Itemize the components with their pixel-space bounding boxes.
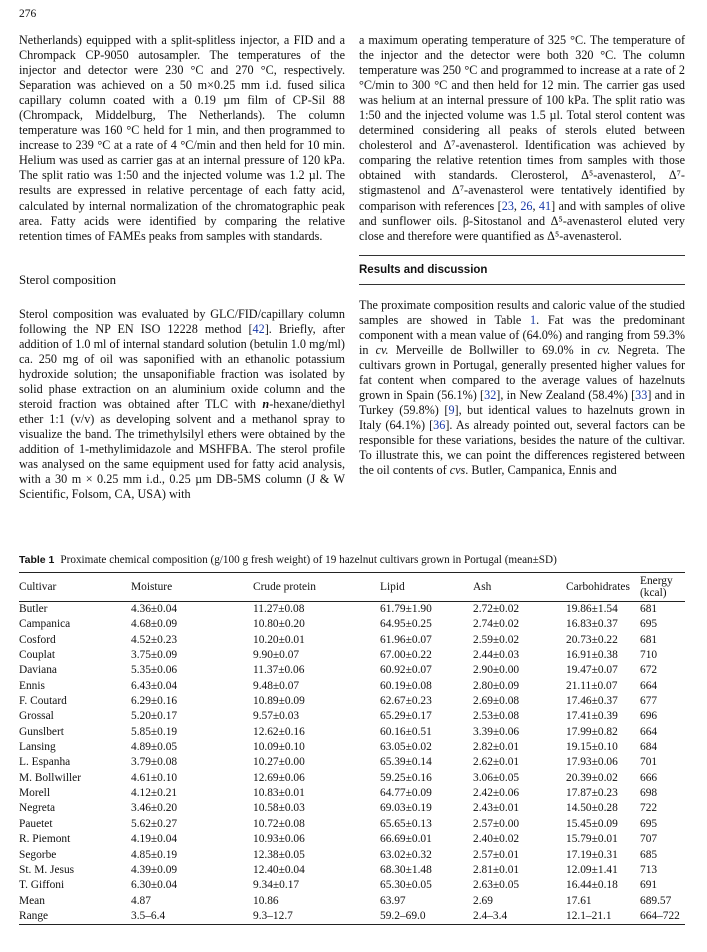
table-cell: 3.75±0.09: [131, 649, 178, 662]
ref-link[interactable]: 9: [448, 403, 455, 418]
table-row: [19, 602, 685, 618]
table-cell: Butler: [19, 603, 48, 615]
table-cell: 65.65±0.13: [380, 817, 432, 830]
table-cell: 10.20±0.01: [253, 633, 305, 646]
table-cell: 63.05±0.02: [380, 741, 432, 754]
table-cell: 2.59±0.02: [473, 633, 520, 646]
table-cell: 689.57: [640, 894, 672, 907]
table-cell: 68.30±1.48: [380, 863, 432, 876]
table-cell: 707: [640, 833, 658, 846]
table-cell: Pauetet: [19, 817, 53, 830]
table-cell: 20.39±0.02: [566, 771, 618, 784]
table-cell: 67.00±0.22: [380, 649, 432, 662]
table-cell: 695: [640, 817, 658, 830]
table-cell: St. M. Jesus: [19, 863, 75, 876]
table-cell: 12.1–21.1: [566, 909, 612, 922]
right-column: [359, 33, 685, 478]
table-cell: R. Piemont: [19, 833, 71, 846]
table-cell: 66.69±0.01: [380, 833, 432, 846]
table-cell: 63.97: [380, 894, 406, 907]
table-cell: 2.43±0.01: [473, 802, 520, 815]
table-cell: 9.3–12.7: [253, 909, 293, 922]
table-cell: 17.87±0.23: [566, 787, 618, 800]
table-cell: 12.62±0.16: [253, 725, 305, 738]
table-cell: 2.80±0.09: [473, 679, 520, 692]
table-cell: 664–722: [640, 909, 680, 922]
table-cell: 664: [640, 725, 658, 738]
table-cell: 19.47±0.07: [566, 664, 618, 677]
table-cell: 701: [640, 756, 658, 769]
table-cell: 16.83±0.37: [566, 618, 618, 631]
table-cell: 698: [640, 787, 658, 800]
table-cell: 10.72±0.08: [253, 817, 305, 830]
table-cell: 4.52±0.23: [131, 633, 178, 646]
ref-link[interactable]: 42: [252, 321, 265, 336]
table-cell: 12.69±0.06: [253, 771, 305, 784]
ref-link[interactable]: 41: [538, 198, 552, 213]
table-cell: 9.34±0.17: [253, 879, 300, 892]
subsection-title: Sterol composition: [19, 272, 117, 287]
table-cell: 2.63±0.05: [473, 879, 520, 892]
table-row: [19, 817, 685, 832]
table-row: [19, 694, 685, 709]
table-cell: 65.30±0.05: [380, 879, 432, 892]
table-cell: 19.86±1.54: [566, 603, 618, 615]
table-ref-link[interactable]: 1: [530, 312, 537, 327]
table-row: [19, 633, 685, 648]
table-cell: 3.06±0.05: [473, 771, 520, 784]
table-cell: 17.41±0.39: [566, 710, 618, 723]
table-cell: 5.35±0.06: [131, 664, 178, 677]
table-cell: 6.29±0.16: [131, 695, 178, 708]
table-header-row: [19, 573, 685, 602]
table-cell: 2.57±0.00: [473, 817, 520, 830]
table-cell: 4.61±0.10: [131, 771, 178, 784]
table-cell: 4.89±0.05: [131, 741, 178, 754]
table-row: [19, 909, 685, 925]
table-cell: 17.99±0.82: [566, 725, 618, 738]
table-cell: 11.37±0.06: [253, 664, 305, 677]
table-cell: 664: [640, 679, 658, 692]
page-number: 276: [19, 8, 37, 20]
table-cell: Ennis: [19, 679, 45, 692]
table-cell: 17.93±0.06: [566, 756, 618, 769]
table-cell: 15.45±0.09: [566, 817, 618, 830]
table-row: [19, 663, 685, 678]
table-cell: 2.53±0.08: [473, 710, 520, 723]
table-cell: 20.73±0.22: [566, 633, 618, 646]
table-cell: 60.16±0.51: [380, 725, 432, 738]
table-cell: 4.36±0.04: [131, 603, 178, 615]
table-cell: 10.80±0.20: [253, 618, 305, 631]
table-row: [19, 740, 685, 755]
ref-link[interactable]: 36: [433, 418, 446, 433]
table-cell: 2.57±0.01: [473, 848, 520, 861]
table-cell: 17.61: [566, 894, 592, 907]
table-cell: T. Giffoni: [19, 879, 65, 892]
column-header: Crude protein: [253, 581, 316, 593]
table-cell: 4.39±0.09: [131, 863, 178, 876]
table-cell: 63.02±0.32: [380, 848, 432, 861]
table-cell: 2.42±0.06: [473, 787, 520, 800]
table-cell: 17.46±0.37: [566, 695, 618, 708]
table-cell: 722: [640, 802, 658, 815]
table-cell: 3.46±0.20: [131, 802, 178, 815]
table-cell: 61.96±0.07: [380, 633, 432, 646]
ref-link[interactable]: 23: [501, 198, 514, 213]
table-row: [19, 771, 685, 786]
table-cell: 681: [640, 633, 658, 646]
table-cell: 5.62±0.27: [131, 817, 178, 830]
table-cell: 4.68±0.09: [131, 618, 178, 631]
table-cell: 65.29±0.17: [380, 710, 432, 723]
table-cell: 695: [640, 618, 658, 631]
table-caption: Table 1 Proximate chemical composition (g/100 g fresh weight) of 19 hazelnut cultivars grown in Portugal (mean±SD): [19, 554, 557, 566]
table-cell: 5.85±0.19: [131, 725, 178, 738]
table-row: [19, 863, 685, 878]
column-header: Lipid: [380, 581, 405, 593]
table-cell: 21.11±0.07: [566, 679, 618, 692]
table-cell: Daviana: [19, 664, 57, 677]
table-cell: Gunslbert: [19, 725, 64, 738]
paragraph-sterol: Sterol composition was evaluated by GLC/FID/capillary column following the NP EN ISO 12228 method [42]. Briefly, after addition of 1.0 ml of internal standard solution (betulin 1.0 mg/ml) ca. 250 mg of oil was saponified with an ethanolic potassium hydroxide solution; the unsaponifiable fraction was isolated by solid phase extraction on an aluminium oxide column and the steroid fraction was obtained after TLC with n-hexane/diethyl ether 1:1 (v/v) as developing solvent and a methanol spray to visualize the band. The trimethylsilyl ethers were obtained by the addition of 1-methylimidazole and MSHFBA. The sterol profile was analysed on the same equipment used for fatty acid analysis, with a 30 m × 0.25 mm i.d., 0.25 µm DB-5MS column (J & W Scientific, Folsom, CA, USA) with: [19, 306, 345, 502]
composition-table: [19, 572, 685, 925]
table-cell: 17.19±0.31: [566, 848, 618, 861]
table-row: [19, 709, 685, 724]
section-title: Results and discussion: [359, 263, 488, 276]
table-cell: 677: [640, 695, 658, 708]
table-row: [19, 878, 685, 893]
table-cell: Grossal: [19, 710, 54, 723]
table-row: [19, 679, 685, 694]
table-cell: 64.77±0.09: [380, 787, 432, 800]
table-cell: Negreta: [19, 802, 56, 815]
table-cell: 685: [640, 848, 658, 861]
table-cell: 69.03±0.19: [380, 802, 432, 815]
table-cell: 2.62±0.01: [473, 756, 520, 769]
table-cell: 60.92±0.07: [380, 664, 432, 677]
table-cell: 9.90±0.07: [253, 649, 300, 662]
table-cell: 12.38±0.05: [253, 848, 305, 861]
table-cell: 11.27±0.08: [253, 603, 305, 615]
table-cell: 681: [640, 603, 658, 615]
column-header: Cultivar: [19, 581, 57, 593]
table-row: [19, 725, 685, 740]
table-cell: 2.81±0.01: [473, 863, 520, 876]
table-cell: L. Espanha: [19, 756, 71, 769]
table-cell: 696: [640, 710, 658, 723]
table-cell: 14.50±0.28: [566, 802, 618, 815]
table-body: [19, 602, 685, 925]
table-cell: 59.2–69.0: [380, 909, 426, 922]
table-cell: 10.27±0.00: [253, 756, 305, 769]
table-cell: 2.69±0.08: [473, 695, 520, 708]
table-cell: 15.79±0.01: [566, 833, 618, 846]
table-cell: 666: [640, 771, 658, 784]
table-row: [19, 617, 685, 632]
table-cell: 10.83±0.01: [253, 787, 305, 800]
table-cell: 60.19±0.08: [380, 679, 432, 692]
table-cell: 672: [640, 664, 658, 677]
left-column: [19, 33, 345, 502]
table-cell: 10.58±0.03: [253, 802, 305, 815]
ref-link[interactable]: 33: [635, 387, 648, 402]
table-cell: Morell: [19, 787, 51, 800]
table-row: [19, 848, 685, 863]
table-cell: 61.79±1.90: [380, 603, 432, 615]
table-row: [19, 801, 685, 816]
table-cell: 2.82±0.01: [473, 741, 520, 754]
column-header: Energy (kcal): [640, 575, 673, 599]
table-cell: 10.89±0.09: [253, 695, 305, 708]
table-cell: 713: [640, 863, 658, 876]
table-cell: 5.20±0.17: [131, 710, 178, 723]
table-cell: F. Coutard: [19, 695, 67, 708]
table-cell: 64.95±0.25: [380, 618, 432, 631]
table-cell: Cosford: [19, 633, 56, 646]
section-rule-bottom: [359, 284, 685, 285]
table-cell: Range: [19, 909, 49, 922]
table-cell: 2.4–3.4: [473, 909, 508, 922]
table-cell: 16.44±0.18: [566, 879, 618, 892]
table-row: [19, 894, 685, 909]
table-cell: Couplat: [19, 649, 56, 662]
table-cell: 6.30±0.04: [131, 879, 178, 892]
table-cell: 10.86: [253, 894, 279, 907]
paragraph-gc-fame: Netherlands) equipped with a split-splitless injector, a FID and a Chrompack CP-9050 autosampler. The temperatures of the injector and detector were 230 °C and 270 °C, respectively. Separation was achieved on a 50 m×0.25 mm i.d. fused silica capillary column coated with a 0.19 µm film of CP-Sil 88 (Chrompack, Middelburg, The Netherlands). The column temperature was 160 °C held for 1 min, and then programmed to increase to 239 °C at a rate of 4 °C/min and then held for 10 min. Helium was used as carrier gas at an internal pressure of 120 kPa. The split ratio was 1:50 and the injected volume was 1.2 µl. The results are expressed in relative percentage of each fatty acid, calculated by internal normalization of the chromatographic peak area. Fatty acids were identified by comparing the relative retention times of FAMEs peaks from samples with standards.: [19, 33, 345, 243]
table-cell: 2.44±0.03: [473, 649, 520, 662]
table-cell: 59.25±0.16: [380, 771, 432, 784]
table-cell: 4.19±0.04: [131, 833, 178, 846]
ref-link[interactable]: 26: [520, 198, 533, 213]
table-cell: 710: [640, 649, 658, 662]
table-cell: 2.72±0.02: [473, 603, 520, 615]
table-row: [19, 755, 685, 770]
table-cell: Lansing: [19, 741, 56, 754]
table-cell: 3.39±0.06: [473, 725, 520, 738]
table-row: [19, 648, 685, 663]
table-cell: Campanica: [19, 618, 71, 631]
table-cell: 16.91±0.38: [566, 649, 618, 662]
section-rule-top: [359, 255, 685, 256]
table-cell: 2.69: [473, 894, 493, 907]
table-cell: 6.43±0.04: [131, 679, 178, 692]
table-1: [19, 554, 685, 925]
column-header: Ash: [473, 581, 492, 593]
table-cell: 2.74±0.02: [473, 618, 520, 631]
table-cell: Mean: [19, 894, 45, 907]
table-cell: Segorbe: [19, 848, 57, 861]
table-cell: 3.5–6.4: [131, 909, 166, 922]
table-cell: 4.85±0.19: [131, 848, 178, 861]
table-cell: 4.12±0.21: [131, 787, 178, 800]
table-cell: 65.39±0.14: [380, 756, 432, 769]
table-cell: 691: [640, 879, 658, 892]
table-cell: 684: [640, 741, 658, 754]
table-cell: 10.93±0.06: [253, 833, 305, 846]
table-cell: 2.40±0.02: [473, 833, 520, 846]
table-cell: 12.40±0.04: [253, 863, 305, 876]
table-cell: 4.87: [131, 894, 151, 907]
table-cell: 19.15±0.10: [566, 741, 618, 754]
column-header: Carbohidrates: [566, 581, 630, 593]
table-cell: 9.57±0.03: [253, 710, 300, 723]
table-cell: 62.67±0.23: [380, 695, 432, 708]
column-header: Moisture: [131, 581, 173, 593]
table-cell: 9.48±0.07: [253, 679, 300, 692]
table-cell: 10.09±0.10: [253, 741, 305, 754]
table-cell: 3.79±0.08: [131, 756, 178, 769]
table-cell: 2.90±0.00: [473, 664, 520, 677]
table-cell: 12.09±1.41: [566, 863, 618, 876]
paragraph-results: The proximate composition results and caloric value of the studied samples are showed in Table 1. Fat was the predominant component with a mean value of (64.0%) and ranging from 59.3% in cv. Merveille de Bollwiller to 69.0% in cv. Negreta. The cultivars grown in Portugal, generally presented higher values for fat content when compared to the average values of hazelnuts grown in Spain (56.1%) [32], in New Zealand (58.4%) [33] and in Turkey (59.8%) [9], but identical values to hazelnuts grown in Italy (64.1%) [36]. As already pointed out, several factors can be responsible for these variations, besides the nature of the cultivar. To illustrate this, we can point the differences registered between the oil contents of cvs. Butler, Campanica, Ennis and: [359, 297, 686, 478]
table-cell: M. Bollwiller: [19, 771, 82, 784]
paragraph-sterol-cont: a maximum operating temperature of 325 °C. The temperature of the injector and the detector were both 320 °C. The column temperature was 250 °C and programmed to increase at a rate of 2 °C/min to 300 °C and then held for 12 min. The carrier gas used was helium at an internal pressure of 100 kPa. The split ratio was 1:50 and the injected volume was 1.5 µl. Total sterol content was determined considering all peaks of sterols eluted between cholesterol and Δ⁷-avenasterol. Identification was achieved by comparing the relative retention times from samples with those obtained with standards. Clerosterol, Δ⁵-avenasterol, Δ⁷-stigmastenol and Δ⁷-avenasterol were tentatively identified by comparison with references [23, 26, 41] and with samples of olive and sunflower oils. β-Sitostanol and Δ⁵-avenasterol eluted very close and therefore were quantified as Δ⁵-avenasterol.: [359, 33, 686, 243]
table-row: [19, 832, 685, 847]
table-row: [19, 786, 685, 801]
ref-link[interactable]: 32: [484, 387, 497, 402]
